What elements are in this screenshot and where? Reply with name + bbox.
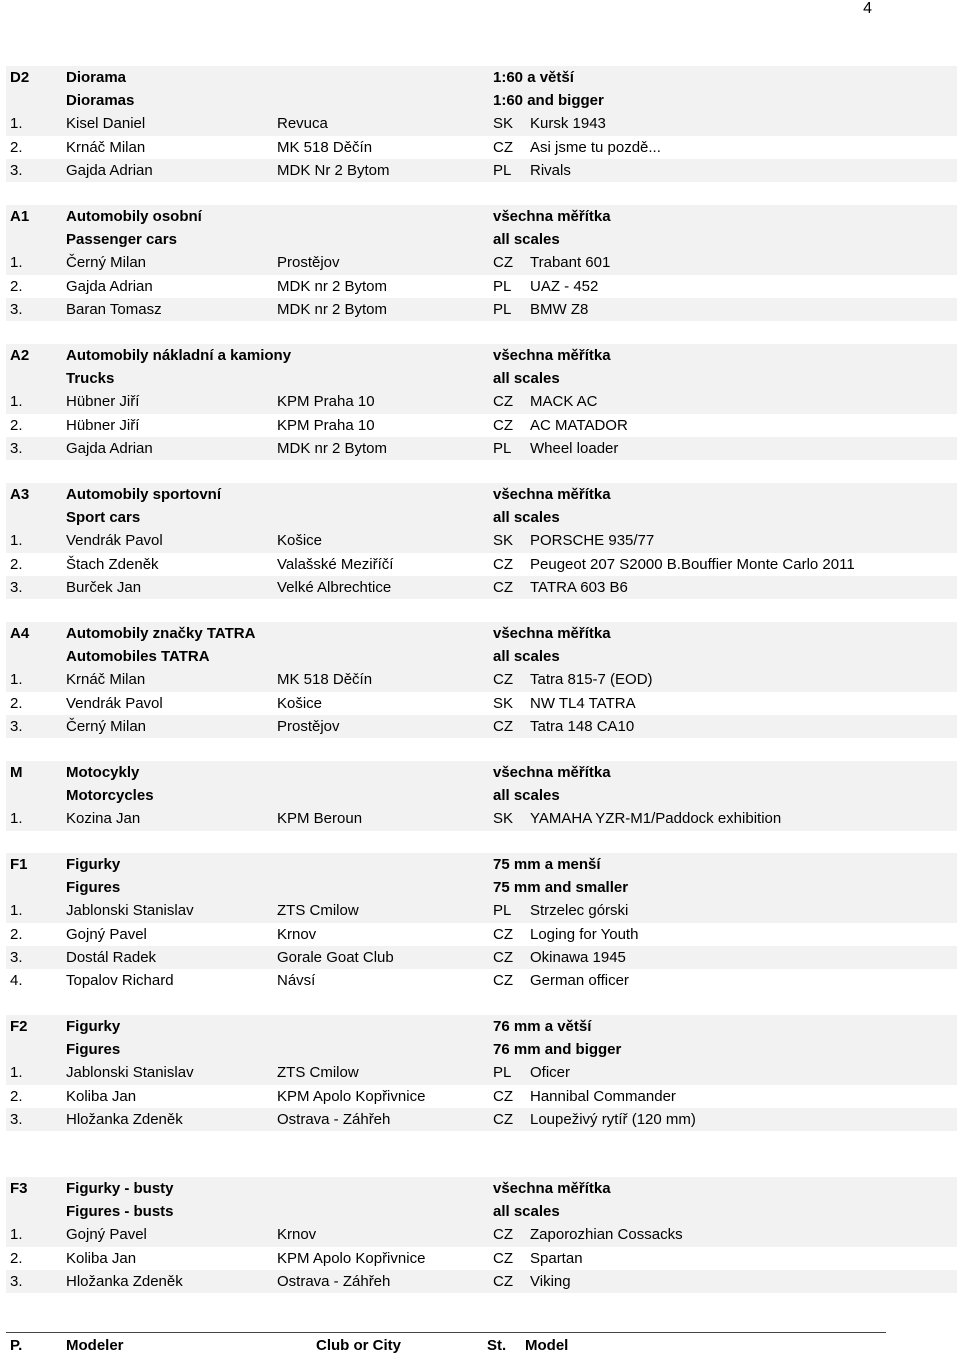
category-scale: všechna měřítka — [493, 347, 611, 364]
result-place: 2. — [10, 416, 23, 434]
result-modeler: Hübner Jiří — [66, 416, 140, 434]
result-modeler: Jablonski Stanislav — [66, 1064, 194, 1082]
result-row — [6, 692, 957, 715]
result-model: AC MATADOR — [530, 416, 628, 434]
column-legend — [6, 1332, 886, 1357]
result-country: CZ — [493, 416, 513, 434]
result-country: CZ — [493, 555, 513, 573]
result-row — [6, 1223, 957, 1246]
category-header — [6, 853, 957, 876]
result-row — [6, 1247, 957, 1270]
result-country: PL — [493, 161, 512, 179]
result-place: 3. — [10, 948, 23, 966]
result-modeler: Topalov Richard — [66, 971, 174, 989]
category-header — [6, 483, 957, 506]
result-row — [6, 136, 957, 159]
category-subtitle: Motorcycles — [66, 787, 154, 805]
result-row — [6, 946, 957, 969]
category-scale-en: 1:60 and bigger — [493, 92, 604, 110]
category-header — [6, 1015, 957, 1038]
category-code: F2 — [10, 1018, 28, 1035]
result-club: MK 518 Děčín — [277, 671, 373, 689]
result-modeler: Krnáč Milan — [66, 671, 146, 689]
category-block — [6, 622, 957, 738]
result-modeler: Hložanka Zdeněk — [66, 1272, 183, 1290]
result-modeler: Kisel Daniel — [66, 115, 146, 133]
result-row — [6, 251, 957, 274]
category-subheader — [6, 506, 957, 529]
result-place: 2. — [10, 138, 23, 156]
result-club: MDK nr 2 Bytom — [277, 300, 388, 318]
category-code: A1 — [10, 208, 30, 225]
category-scale: všechna měřítka — [493, 486, 611, 503]
result-modeler: Burček Jan — [66, 578, 142, 596]
result-model: Viking — [530, 1272, 571, 1290]
category-subtitle: Dioramas — [66, 92, 135, 110]
result-place: 4. — [10, 971, 23, 989]
result-country: CZ — [493, 393, 513, 411]
category-subtitle: Passenger cars — [66, 231, 177, 249]
result-country: CZ — [493, 1249, 513, 1267]
result-club: Prostějov — [277, 717, 340, 735]
category-subheader — [6, 367, 957, 390]
result-model: Rivals — [530, 161, 571, 179]
result-country: SK — [493, 694, 514, 712]
result-row — [6, 969, 957, 992]
legend-modeler: Modeler — [66, 1337, 124, 1354]
category-scale: 1:60 a větší — [493, 69, 574, 86]
result-modeler: Kozina Jan — [66, 810, 141, 828]
result-country: PL — [493, 1064, 512, 1082]
result-modeler: Dostál Radek — [66, 948, 157, 966]
result-modeler: Krnáč Milan — [66, 138, 146, 156]
category-header — [6, 205, 957, 228]
result-row — [6, 668, 957, 691]
result-country: PL — [493, 439, 512, 457]
result-place: 2. — [10, 694, 23, 712]
result-model: BMW Z8 — [530, 300, 589, 318]
category-subheader — [6, 1038, 957, 1061]
result-club: Ostrava - Záhřeh — [277, 1110, 391, 1128]
category-subheader — [6, 228, 957, 251]
result-model: Oficer — [530, 1064, 571, 1082]
result-place: 2. — [10, 555, 23, 573]
result-model: Loupeživý rytíř (120 mm) — [530, 1110, 696, 1128]
category-title: Automobily nákladní a kamiony — [66, 347, 292, 364]
result-country: CZ — [493, 1087, 513, 1105]
result-model: German officer — [530, 971, 629, 989]
result-club: Krnov — [277, 925, 317, 943]
result-country: SK — [493, 810, 514, 828]
category-scale-en: all scales — [493, 787, 560, 805]
category-scale-en: all scales — [493, 1203, 560, 1221]
result-modeler: Koliba Jan — [66, 1249, 137, 1267]
category-subheader — [6, 784, 957, 807]
result-modeler: Gajda Adrian — [66, 439, 153, 457]
result-club: Velké Albrechtice — [277, 578, 392, 596]
category-header — [6, 344, 957, 367]
result-place: 3. — [10, 1272, 23, 1290]
category-code: A3 — [10, 486, 30, 503]
result-country: SK — [493, 115, 514, 133]
category-title: Automobily sportovní — [66, 486, 221, 503]
legend-club: Club or City — [316, 1337, 401, 1354]
category-scale-en: 76 mm and bigger — [493, 1041, 622, 1059]
result-model: Tatra 815-7 (EOD) — [530, 671, 653, 689]
result-model: PORSCHE 935/77 — [530, 532, 655, 550]
result-club: Ostrava - Záhřeh — [277, 1272, 391, 1290]
result-row — [6, 1270, 957, 1293]
result-model: UAZ - 452 — [530, 277, 599, 295]
category-scale-en: all scales — [493, 648, 560, 666]
category-header — [6, 1177, 957, 1200]
result-modeler: Štach Zdeněk — [66, 555, 159, 573]
category-subheader — [6, 876, 957, 899]
category-title: Diorama — [66, 69, 127, 86]
category-title: Motocykly — [66, 764, 140, 781]
category-header — [6, 622, 957, 645]
result-place: 1. — [10, 902, 23, 920]
legend-state: St. — [487, 1337, 507, 1354]
result-model: Strzelec górski — [530, 902, 629, 920]
result-country: CZ — [493, 578, 513, 596]
result-modeler: Jablonski Stanislav — [66, 902, 194, 920]
result-row — [6, 807, 957, 830]
result-row — [6, 553, 957, 576]
result-model: Tatra 148 CA10 — [530, 717, 635, 735]
result-model: Kursk 1943 — [530, 115, 606, 133]
result-club: KPM Beroun — [277, 810, 363, 828]
result-place: 3. — [10, 161, 23, 179]
result-country: CZ — [493, 925, 513, 943]
category-scale: všechna měřítka — [493, 1180, 611, 1197]
category-title: Automobily značky TATRA — [66, 625, 256, 642]
result-country: CZ — [493, 254, 513, 272]
result-club: Košice — [277, 694, 323, 712]
result-model: Zaporozhian Cossacks — [530, 1226, 683, 1244]
result-country: SK — [493, 532, 514, 550]
result-row — [6, 159, 957, 182]
result-row — [6, 275, 957, 298]
result-model: Okinawa 1945 — [530, 948, 626, 966]
result-row — [6, 529, 957, 552]
category-block — [6, 761, 957, 831]
result-club: ZTS Cmilow — [277, 1064, 359, 1082]
result-modeler: Gojný Pavel — [66, 925, 147, 943]
result-model: Loging for Youth — [530, 925, 639, 943]
category-scale-en: all scales — [493, 370, 560, 388]
result-modeler: Gojný Pavel — [66, 1226, 147, 1244]
category-block — [6, 853, 957, 992]
result-row — [6, 390, 957, 413]
result-place: 1. — [10, 532, 23, 550]
result-club: MDK Nr 2 Bytom — [277, 161, 390, 179]
result-place: 3. — [10, 578, 23, 596]
result-country: CZ — [493, 1272, 513, 1290]
result-model: MACK AC — [530, 393, 598, 411]
category-scale: všechna měřítka — [493, 625, 611, 642]
category-block — [6, 1015, 957, 1131]
result-row — [6, 1108, 957, 1131]
result-club: Revuca — [277, 115, 328, 133]
category-scale: 75 mm a menší — [493, 856, 601, 873]
result-place: 2. — [10, 925, 23, 943]
legend-model: Model — [525, 1337, 569, 1354]
result-modeler: Černý Milan — [66, 254, 147, 272]
result-club: Valašské Meziříčí — [277, 555, 394, 573]
result-club: Gorale Goat Club — [277, 948, 394, 966]
category-title: Figurky - busty — [66, 1180, 174, 1197]
result-club: Krnov — [277, 1226, 317, 1244]
result-modeler: Gajda Adrian — [66, 161, 153, 179]
category-code: D2 — [10, 69, 30, 86]
category-subtitle: Trucks — [66, 370, 115, 388]
result-row — [6, 437, 957, 460]
result-modeler: Vendrák Pavol — [66, 532, 163, 550]
category-block — [6, 1177, 957, 1293]
result-row — [6, 1061, 957, 1084]
result-country: CZ — [493, 971, 513, 989]
result-place: 1. — [10, 1226, 23, 1244]
result-row — [6, 414, 957, 437]
result-place: 1. — [10, 810, 23, 828]
category-subtitle: Figures - busts — [66, 1203, 174, 1221]
result-model: Hannibal Commander — [530, 1087, 676, 1105]
result-place: 2. — [10, 1087, 23, 1105]
category-subtitle: Sport cars — [66, 509, 141, 527]
category-scale-en: all scales — [493, 509, 560, 527]
result-place: 3. — [10, 717, 23, 735]
result-place: 1. — [10, 115, 23, 133]
category-subtitle: Automobiles TATRA — [66, 648, 210, 666]
category-block — [6, 66, 957, 182]
category-code: F3 — [10, 1180, 28, 1197]
result-country: CZ — [493, 138, 513, 156]
page-number: 4 — [863, 0, 872, 17]
category-subheader — [6, 1200, 957, 1223]
result-row — [6, 298, 957, 321]
result-club: KPM Praha 10 — [277, 393, 375, 411]
category-subheader — [6, 645, 957, 668]
result-country: CZ — [493, 1226, 513, 1244]
result-place: 1. — [10, 254, 23, 272]
result-country: CZ — [493, 948, 513, 966]
result-club: KPM Apolo Kopřivnice — [277, 1249, 426, 1267]
result-country: CZ — [493, 717, 513, 735]
category-title: Automobily osobní — [66, 208, 202, 225]
category-header — [6, 66, 957, 89]
result-model: Wheel loader — [530, 439, 619, 457]
result-modeler: Černý Milan — [66, 717, 147, 735]
result-model: NW TL4 TATRA — [530, 694, 636, 712]
category-title: Figurky — [66, 1018, 121, 1035]
result-modeler: Hübner Jiří — [66, 393, 140, 411]
result-club: MDK nr 2 Bytom — [277, 277, 388, 295]
result-place: 3. — [10, 1110, 23, 1128]
category-subtitle: Figures — [66, 1041, 121, 1059]
category-scale: 76 mm a větší — [493, 1018, 592, 1035]
result-modeler: Gajda Adrian — [66, 277, 153, 295]
legend-place: P. — [10, 1337, 23, 1354]
result-country: CZ — [493, 671, 513, 689]
category-subtitle: Figures — [66, 879, 121, 897]
category-scale-en: all scales — [493, 231, 560, 249]
result-club: MDK nr 2 Bytom — [277, 439, 388, 457]
result-model: TATRA 603 B6 — [530, 578, 628, 596]
result-modeler: Vendrák Pavol — [66, 694, 163, 712]
result-place: 1. — [10, 1064, 23, 1082]
category-block — [6, 205, 957, 321]
result-place: 3. — [10, 439, 23, 457]
result-country: PL — [493, 902, 512, 920]
result-place: 1. — [10, 393, 23, 411]
result-row — [6, 1085, 957, 1108]
result-club: Prostějov — [277, 254, 340, 272]
result-place: 1. — [10, 671, 23, 689]
category-scale-en: 75 mm and smaller — [493, 879, 629, 897]
result-row — [6, 715, 957, 738]
category-code: A4 — [10, 625, 30, 642]
result-row — [6, 112, 957, 135]
result-country: CZ — [493, 1110, 513, 1128]
result-model: YAMAHA YZR-M1/Paddock exhibition — [530, 810, 782, 828]
result-row — [6, 576, 957, 599]
result-country: PL — [493, 300, 512, 318]
result-place: 3. — [10, 300, 23, 318]
category-code: M — [10, 764, 23, 781]
result-place: 2. — [10, 1249, 23, 1267]
result-row — [6, 923, 957, 946]
result-modeler: Hložanka Zdeněk — [66, 1110, 183, 1128]
result-model: Asi jsme tu pozdě... — [530, 138, 661, 156]
result-club: Košice — [277, 532, 323, 550]
result-club: ZTS Cmilow — [277, 902, 359, 920]
category-subheader — [6, 89, 957, 112]
category-code: A2 — [10, 347, 30, 364]
result-modeler: Baran Tomasz — [66, 300, 162, 318]
category-block — [6, 344, 957, 460]
result-model: Peugeot 207 S2000 B.Bouffier Monte Carlo 2011 — [530, 555, 855, 573]
result-model: Spartan — [530, 1249, 583, 1267]
result-club: MK 518 Děčín — [277, 138, 373, 156]
result-modeler: Koliba Jan — [66, 1087, 137, 1105]
category-code: F1 — [10, 856, 28, 873]
result-club: Návsí — [277, 971, 316, 989]
result-club: KPM Apolo Kopřivnice — [277, 1087, 426, 1105]
category-block — [6, 483, 957, 599]
result-place: 2. — [10, 277, 23, 295]
result-model: Trabant 601 — [530, 254, 611, 272]
result-row — [6, 899, 957, 922]
result-club: KPM Praha 10 — [277, 416, 375, 434]
category-scale: všechna měřítka — [493, 208, 611, 225]
result-country: PL — [493, 277, 512, 295]
category-scale: všechna měřítka — [493, 764, 611, 781]
category-title: Figurky — [66, 856, 121, 873]
category-header — [6, 761, 957, 784]
